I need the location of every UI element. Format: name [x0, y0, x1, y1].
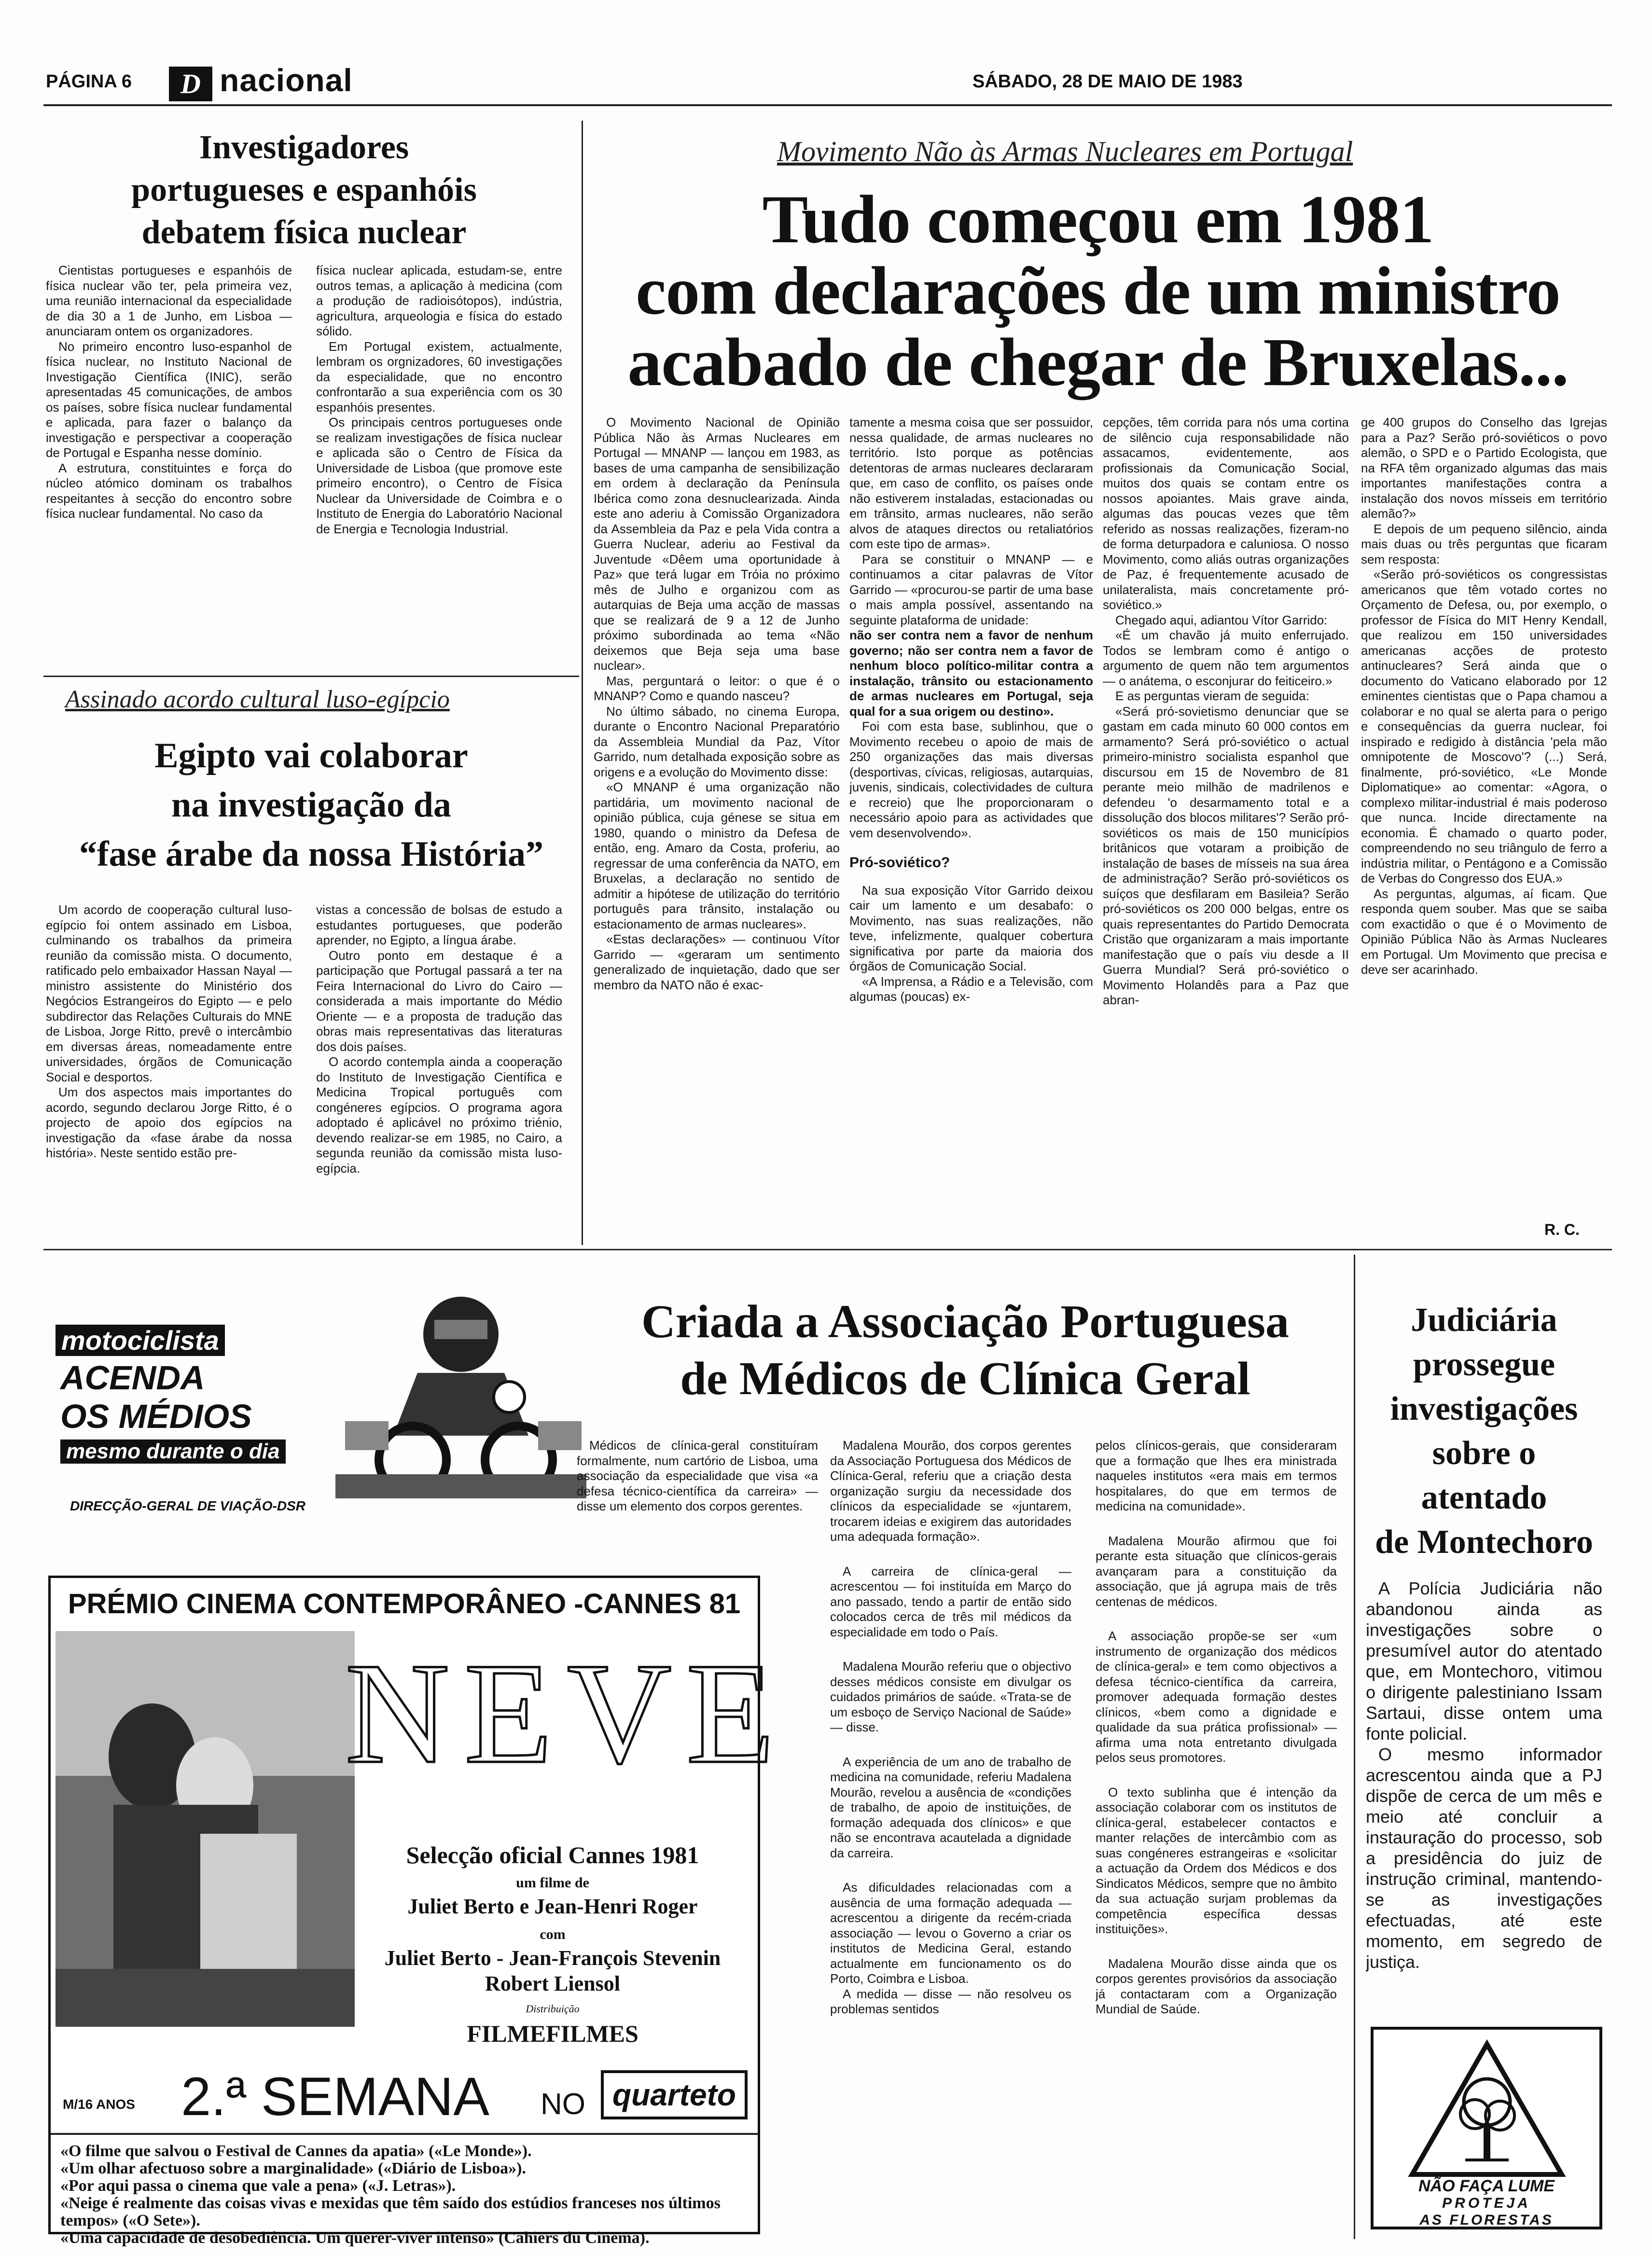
- paragraph: vistas a concessão de bolsas de estudo a estudantes portugueses, que poderão aprender, no Egipto, a língua árabe.: [316, 902, 562, 947]
- credits-small: Distribuição: [526, 2003, 580, 2015]
- masthead-rule: [43, 104, 1612, 106]
- paragraph: A estrutura, constituintes e força do núcleo atómico dominam os trabalhos respeitantes à secção do encontro sobre física nuclear fundamental. No caso da: [46, 460, 292, 521]
- motorcyclist-illustration: [335, 1276, 586, 1498]
- headline-line: Tudo começou em 1981: [762, 181, 1434, 257]
- headline-line: Investigadores: [199, 129, 409, 166]
- review-quotes: [60, 2143, 750, 2247]
- tree-fire-icon: [1407, 2039, 1567, 2179]
- week-text: 2.ª SEMANA: [181, 2066, 489, 2127]
- article-column: [316, 263, 562, 668]
- review-quote: «O filme que salvou o Festival de Cannes da apatia» («Le Monde»).: [60, 2142, 532, 2160]
- ad-line: OS MÉDIOS: [60, 1398, 252, 1435]
- ad-line: ACENDA: [60, 1359, 205, 1397]
- directors-text: Juliet Berto e Jean-Henri Roger: [407, 1895, 698, 1918]
- masthead: [46, 48, 1610, 101]
- paragraph: Mas, perguntará o leitor: o que é o MNANP? Como e quando nasceu?: [594, 673, 840, 703]
- paragraph: Madalena Mourão referiu que o objectivo desses médicos consiste em divulgar os cuidados primários de saúde. «Trata-se de um esboço de Serviço Nacional de Saúde» — disse.: [830, 1659, 1071, 1734]
- fire-prevention-ad: [1371, 2027, 1602, 2229]
- article-column: [830, 1438, 1071, 2220]
- paragraph: O acordo contempla ainda a cooperação do Instituto de Investigação Científica e Medicina Tropical português com congéneres egípcios. O programa agora adoptado é aplicável no próximo triénio, devendo realizar-se em 1985, no Cairo, a segunda reunião da comissão mista luso-egípcia.: [316, 1054, 562, 1176]
- film-title: NEVE: [345, 1633, 789, 1793]
- author-signature: R. C.: [1544, 1221, 1580, 1238]
- road-safety-ad: [46, 1267, 591, 1532]
- headline-line: prossegue: [1413, 1346, 1555, 1383]
- headline-pj: [1359, 1298, 1610, 1564]
- article-column: [577, 1438, 818, 1559]
- paragraph: No último sábado, no cinema Europa, durante o Encontro Nacional Preparatório da Assembleia Mundial da Paz, Vítor Garrido, num detalhada exposição sobre as origens e a evolução do Movimento disse:: [594, 704, 840, 779]
- paragraph: E as perguntas vieram de seguida:: [1115, 689, 1309, 703]
- credits-small: com: [540, 1926, 566, 1942]
- paragraph: «Será pró-sovietismo denunciar que se gastam em cada minuto 60 000 contos em armamento? Será pró-soviético o actual primeiro-ministro socialista espanhol que discursou em 15 de Novembro de 81 perante meio milhão de madrilenos e defendeu 'o desarmamento total e a dissolução dos blocos militares'? Serão pró-soviéticos os mais de 150 municípios britânicos que votaram a proibição de instalação de bases de mísseis na sua área de administração? Serão pró-soviéticos os suíços que desfilaram em Basileia? Serão pró-soviéticos os 200 000 belgas, entre os quais representantes do Partido Democrata Cristão que organizaram a mais importante manifestação que o país viu desde a II Guerra Mundial? Será pró-soviético o Movimento Holandês para a Paz que abran-: [1103, 704, 1349, 1007]
- headline-line: de Montechoro: [1375, 1523, 1593, 1561]
- headline-line: “fase árabe da nossa História”: [79, 834, 543, 874]
- paragraph: As perguntas, algumas, aí ficam. Que responda quem souber. Mas que se saiba com exactidão o que é o Movimento de Opinião Pública Não às Armas Nucleares em Portugal. Um Movimento que precisa e deve ser acarinhado.: [1361, 886, 1607, 977]
- column-rule: [582, 121, 583, 1245]
- article-column: [316, 902, 562, 1240]
- page-date: SÁBADO, 28 DE MAIO DE 1983: [972, 71, 1243, 92]
- ad-line: PROTEJA: [1442, 2195, 1531, 2211]
- headline-egypt: [43, 731, 579, 879]
- cast-text: Juliet Berto - Jean-François Stevenin: [384, 1946, 721, 1970]
- no-text: NO: [541, 2088, 585, 2121]
- paragraph: No primeiro encontro luso-espanhol de física nuclear, no Instituto Nacional de Investigação Científica (INIC), serão apresentadas 45 comunicações, de ambos os países, sobre física nuclear fundamental e aplicada, para fazer o balanço da investigação e perspectivar a cooperação de Portugal e Espanha nesse domínio.: [46, 339, 292, 460]
- kicker-egypt: Assinado acordo cultural luso-egípcio: [65, 686, 450, 713]
- newspaper-logo: D: [169, 67, 212, 101]
- article-column: [1366, 1578, 1602, 1993]
- paragraph: Na sua exposição Vítor Garrido deixou cair um lamento e um desabafo: o Movimento, nas suas realizações, não teve, infelizmente, qualquer cobertura significativa por parte da maioria dos órgãos de Comunicação Social.: [849, 883, 1093, 973]
- paragraph: Foi com esta base, sublinhou, que o Movimento recebeu o apoio de mais de 250 organizações das mais diversas (desportivas, cívicas, religiosas, autarquias, juvenis, sindicais, colectividades de cultura e recreio) que lhe proporcionaram o necessário apoio para as actividades que vem desenvolvendo».: [849, 719, 1093, 840]
- paragraph: A carreira de clínica-geral — acrescentou — foi instituída em Março do ano passado, tendo a partir de então sido colocados cerca de três mil médicos da especialidade em todo o País.: [830, 1564, 1071, 1639]
- paragraph: «A Imprensa, a Rádio e a Televisão, com algumas (poucas) ex-: [849, 974, 1093, 1004]
- paragraph: E depois de um pequeno silêncio, ainda mais duas ou três perguntas que ficaram sem resposta:: [1361, 521, 1607, 567]
- article-column: [849, 415, 1093, 1216]
- paragraph: Um acordo de cooperação cultural luso-egípcio foi ontem assinado em Lisboa, culminando os trabalhos da primeira reunião da comissão mista. O documento, ratificado pelo embaixador Hassan Nayal — ministro assistente do Ministério dos Negócios Estrangeiros do Egipto — e pelo subdirector das Relações Culturais do MNE de Lisboa, Jorge Ritto, prevê o intercâmbio em diversas áreas, nomeadamente entre universidades, órgãos de Comunicação Social e desportos.: [46, 902, 292, 1084]
- headline-line: portugueses e espanhóis: [131, 171, 477, 208]
- ad-line: mesmo durante o dia: [60, 1439, 286, 1464]
- paragraph: Os principais centros portugueses onde se realizam investigações de física nuclear e aplicada são o Centro de Física da Universidade de Lisboa (que promove este primeiro encontro), o Centro de Física Nuclear da Universidade de Coimbra e o Instituto de Energia do Laboratório Nacional de Energia e Tecnologia Industrial.: [316, 415, 562, 536]
- section-rule: [43, 1249, 1612, 1250]
- ad-line: NÃO FAÇA LUME: [1418, 2177, 1555, 2195]
- film-still-photo: [56, 1631, 355, 2027]
- paragraph: Em Portugal existem, actualmente, lembram os orgnizadores, 60 investigações da especialidade, que no encontro confrontarão a sua experiência com os 30 espanhóis presentes.: [316, 339, 562, 415]
- section-name: nacional: [220, 62, 353, 98]
- paragraph: O Movimento Nacional de Opinião Pública Não às Armas Nucleares em Portugal — MNANP — lançou em 1983, as bases de uma campanha de sensibilização em ordem à declaração da Península Ibérica como zona desnuclearizada. Ainda este ano aderiu à Comissão Organizadora da Assembleia da Paz e pela Vida contra a Guerra Nuclear, aderiu ao Festival da Juventude «Dêem uma oportunidade à Paz» que terá lugar em Tróia no próximo mês de Julho e organizou com as autarquias de Beja uma acção de massas que se realizará de 9 a 12 de Junho próximo subordinada ao tema «Não deixemos que Beja seja uma base nuclear».: [594, 415, 840, 673]
- paragraph: A Polícia Judiciária não abandonou ainda as investigações sobre o presumível autor do atentado que, em Montechoro, vitimou o dirigente palestiniano Issam Sartaui, disse ontem uma fonte policial.: [1366, 1578, 1602, 1744]
- headline-line: na investigação da: [171, 785, 451, 825]
- review-quote: «Uma capacidade de desobediência. Um querer-viver intenso» (Cahiers du Cinema).: [60, 2229, 650, 2247]
- paragraph: Médicos de clínica-geral constituíram formalmente, num cartório de Lisboa, uma associação da especialidade que visa «a defesa técnico-científica da carreira» — disse um elemento dos corpos gerentes.: [577, 1438, 818, 1513]
- paragraph: «O MNANP é uma organização não partidária, um movimento nacional de opinião pública, cuja génese se situa em 1980, quando o ministro da Defesa de então, eng. Amaro da Costa, proferiu, ao regressar de uma conferência da NATO, em Bruxelas, a declaração no sentido de admitir a hipótese de utilização do território português para trânsito, instalação ou estacionamento de armas nucleares».: [594, 780, 840, 931]
- article-column: [594, 415, 840, 1216]
- ad-footer: DIRECÇÃO-GERAL DE VIAÇÃO-DSR: [70, 1498, 305, 1513]
- paragraph: Outro ponto em destaque é a participação que Portugal passará a ter na Feira Internacional do Livro do Cairo — considerada a mais importante do Médio Oriente — e a proposta de tradução das obras mais representativas das literaturas dos dois países.: [316, 948, 562, 1054]
- paragraph: «Serão pró-soviéticos os congressistas americanos que têm votado cortes no Orçamento de Defesa, ou, por exemplo, o professor de Física do MIT Henry Kendall, que realizou em 150 universidades americanas acções de protesto antinucleares? Será ainda que o documento do Vaticano elaborado por 12 eminentes cientistas que o Papa chamou a colaborar e no qual se alerta para o perigo e consequências da guerra nuclear, foi inspirado e redigido à distância 'pela mão omnipotente de Moscovo'? (...) Será, finalmente, pró-soviético, «Le Monde Diplomatique» ao comentar: «Agora, o complexo militar-industrial é mais poderoso que nunca. Incide directamente na economia. É chamado o quarto poder, compreendendo no seu triângulo de ferro a indústria militar, o Pentágono e a Comissão de Verbas do Congresso dos EUA.»: [1361, 567, 1607, 886]
- headline-mnanp: [586, 183, 1610, 398]
- paragraph: O texto sublinha que é intenção da associação colaborar com os institutos de clínica-geral, estabelecer contactos e manter relações de intercâmbio com as suas congéneres estrangeiras e «solicitar a actuação da Ordem dos Médicos e dos Sindicatos Médicos, sempre que no âmbito da sua actuação surjam problemas da competência específica dessas instituições».: [1096, 1785, 1337, 1936]
- headline-medicos: [579, 1293, 1351, 1407]
- headline-line: Egipto vai colaborar: [154, 736, 468, 775]
- distributor-logo: FILMEFILMES: [467, 2020, 639, 2047]
- headline-line: investigações: [1390, 1390, 1578, 1427]
- review-quote: «Por aqui passa o cinema que vale a pena» («J. Letras»).: [60, 2177, 456, 2195]
- ad-line: motociclista: [56, 1325, 225, 1356]
- paragraph: ge 400 grupos do Conselho das Igrejas para a Paz? Serão pró-soviéticos o povo alemão, o SPD e o Partido Ecologista, que na RFA têm organizado algumas das mais importantes manifestações contra a instalação dos novos mísseis em território alemão?»: [1361, 415, 1607, 521]
- cinema-logo: quarteto: [601, 2070, 748, 2119]
- paragraph: Madalena Mourão disse ainda que os corpos gerentes provisórios da associação já contactaram com a Organização Mundial de Saúde.: [1096, 1956, 1337, 2016]
- subheading: Pró-soviético?: [849, 855, 950, 871]
- headline-line: sobre o: [1432, 1435, 1536, 1472]
- credits-small: um filme de: [516, 1875, 589, 1891]
- paragraph: pelos clínicos-gerais, que consideraram que a formação que lhes era ministrada naqueles institutos «era mais em termos hospitalares, do que em termos de medicina na comunidade».: [1096, 1438, 1337, 1513]
- paragraph: Madalena Mourão afirmou que foi perante esta situação que clínicos-gerais avançaram para a constituição da associação, que já agrupa mais de três centenas de médicos.: [1096, 1533, 1337, 1609]
- ad-line: AS FLORESTAS: [1419, 2212, 1554, 2228]
- paragraph: Madalena Mourão, dos corpos gerentes da Associação Portuguesa dos Médicos de Clínica-Geral, referiu que a criação desta organização surgiu da necessidade dos clínicos da especialidade se «juntarem, trocarem ideias e exigirem das autoridades uma adequada formação».: [830, 1438, 1071, 1544]
- article-column: [1103, 415, 1349, 1216]
- award-line: PRÉMIO CINEMA CONTEMPORÂNEO -CANNES 81: [68, 1588, 741, 1619]
- paragraph: «É um chavão já muito enferrujado. Todos se lembram como é antigo o argumento de quem não tem argumentos — o anátema, o esconjurar do feiticeiro.»: [1103, 628, 1349, 688]
- rating-text: M/16 ANOS: [63, 2097, 135, 2112]
- paragraph: A experiência de um ano de trabalho de medicina na comunidade, referiu Madalena Mourão, revelou a ausência de «condições de trabalho, de apoio de instituições, de formação adequada dos clínicos» e que não se encontrava acautelada a dignidade da carreira.: [830, 1754, 1071, 1860]
- article-column: [46, 902, 292, 1240]
- paragraph: física nuclear aplicada, estudam-se, entre outros temas, a aplicação à medicina (com a produção de radioisótopos), indústria, agricultura, arqueologia e física do estado sólido.: [316, 263, 562, 338]
- section-rule: [43, 676, 579, 677]
- headline-line: atentado: [1421, 1479, 1547, 1516]
- paragraph: Chegado aqui, adiantou Vítor Garrido:: [1115, 612, 1328, 627]
- page-number: PÁGINA 6: [46, 71, 132, 92]
- paragraph: A medida — disse — não resolveu os problemas sentidos: [830, 1986, 1071, 2016]
- selection-text: Selecção oficial Cannes 1981: [406, 1841, 699, 1868]
- paragraph: tamente a mesma coisa que ser possuidor, nessa qualidade, de armas nucleares no território. Isto porque as potências detentoras de armas nucleares declararam que, em caso de conflito, os países onde não estiverem instaladas, estacionadas ou em trânsito, armas nucleares, não serão alvos de ataques directos ou retaliatórios com este tipo de armas».: [849, 415, 1093, 551]
- article-column: [1361, 415, 1607, 1216]
- headline-line: Criada a Associação Portuguesa: [641, 1296, 1289, 1348]
- headline-line: com declarações de um ministro: [636, 252, 1560, 329]
- paragraph: A associação propõe-se ser «um instrumento de organização dos médicos de clínica-geral» e tem como objectivos a defesa técnico-científica da carreira, promover adequada formação destes clínicos, «bem como a dignidade e qualidade da sua prática profissional» — afirma uma nota entretanto divulgada pelos seus promotores.: [1096, 1629, 1337, 1765]
- column-rule: [1354, 1255, 1355, 2239]
- headline-line: debatem física nuclear: [141, 214, 467, 251]
- review-quote: «Um olhar afectuoso sobre a marginalidade» («Diário de Lisboa»).: [60, 2159, 526, 2177]
- paragraph: O mesmo informador acrescentou ainda que a PJ dispõe de cerca de um mês e meio até concluir a instauração do processo, sob a presidência do juiz de instrução criminal, mantendo-se as investigações efectuadas, até este momento, em segredo de justiça.: [1366, 1744, 1602, 1972]
- paragraph: cepções, têm corrida para nós uma cortina de silêncio cuja responsabilidade não assacamos, evidentemente, aos profissionais da Comunicação Social, muitos dos quais se contam entre os nossos apoiantes. Mais grave ainda, algumas das poucas vezes que têm referido as nossas realizações, fizeram-no de forma deturpadora e caluniosa. O nosso Movimento, como aliás outras organizações de Paz, é frequentemente acusado de unilateralista, mais concretamente pró-soviético.»: [1103, 415, 1349, 612]
- headline-line: Judiciária: [1411, 1301, 1557, 1339]
- cinema-ad: [48, 1576, 789, 2247]
- paragraph: Cientistas portugueses e espanhóis de física nuclear vão ter, pela primeira vez, uma reunião internacional da especialidade de dia 30 a 1 de Junho, em Lisboa — anunciaram ontem os organizadores.: [46, 263, 292, 338]
- headline-line: de Médicos de Clínica Geral: [680, 1353, 1250, 1405]
- paragraph-bold: não ser contra nem a favor de nenhum governo; não ser contra nem a favor de nenhum bloco político-militar contra a instalação, trânsito ou estacionamento de armas nucleares em Portugal, seja qual for a sua origem ou destino».: [849, 628, 1093, 719]
- headline-physics: [43, 126, 565, 254]
- ad-divider: [51, 2133, 758, 2135]
- paragraph: «Estas declarações» — continuou Vítor Garrido — «geraram um sentimento generalizado de inquietação, dado que ser membro da NATO não é exac-: [594, 932, 840, 992]
- review-quote: «Neige é realmente das coisas vivas e mexidas que têm saído dos estúdios franceses nos últimos tempos» («O Sete»).: [60, 2194, 721, 2229]
- paragraph: As dificuldades relacionadas com a ausência de uma formação adequada — acrescentou a dirigente da recém-criada associação — levou o Governo a criar os institutos de Medicina Geral, estando actualmente em funcionamento os do Porto, Coimbra e Lisboa.: [830, 1880, 1071, 1986]
- paragraph: Um dos aspectos mais importantes do acordo, segundo declarou Jorge Ritto, é o projecto de apoio dos egípcios na investigação da «fase árabe da nossa história». Neste sentido estão pre-: [46, 1085, 292, 1160]
- headline-line: acabado de chegar de Bruxelas...: [627, 324, 1569, 400]
- cast-text: Robert Liensol: [485, 1972, 620, 1995]
- article-column: [1096, 1438, 1337, 2220]
- article-column: [46, 263, 292, 668]
- paragraph: Para se constituir o MNANP — e continuamos a citar palavras de Vítor Garrido — «procurou-se partir de uma base o mais ampla possível, assentando na seguinte plataforma de unidade:: [849, 552, 1093, 627]
- kicker-mnanp: Movimento Não às Armas Nucleares em Portugal: [777, 136, 1353, 167]
